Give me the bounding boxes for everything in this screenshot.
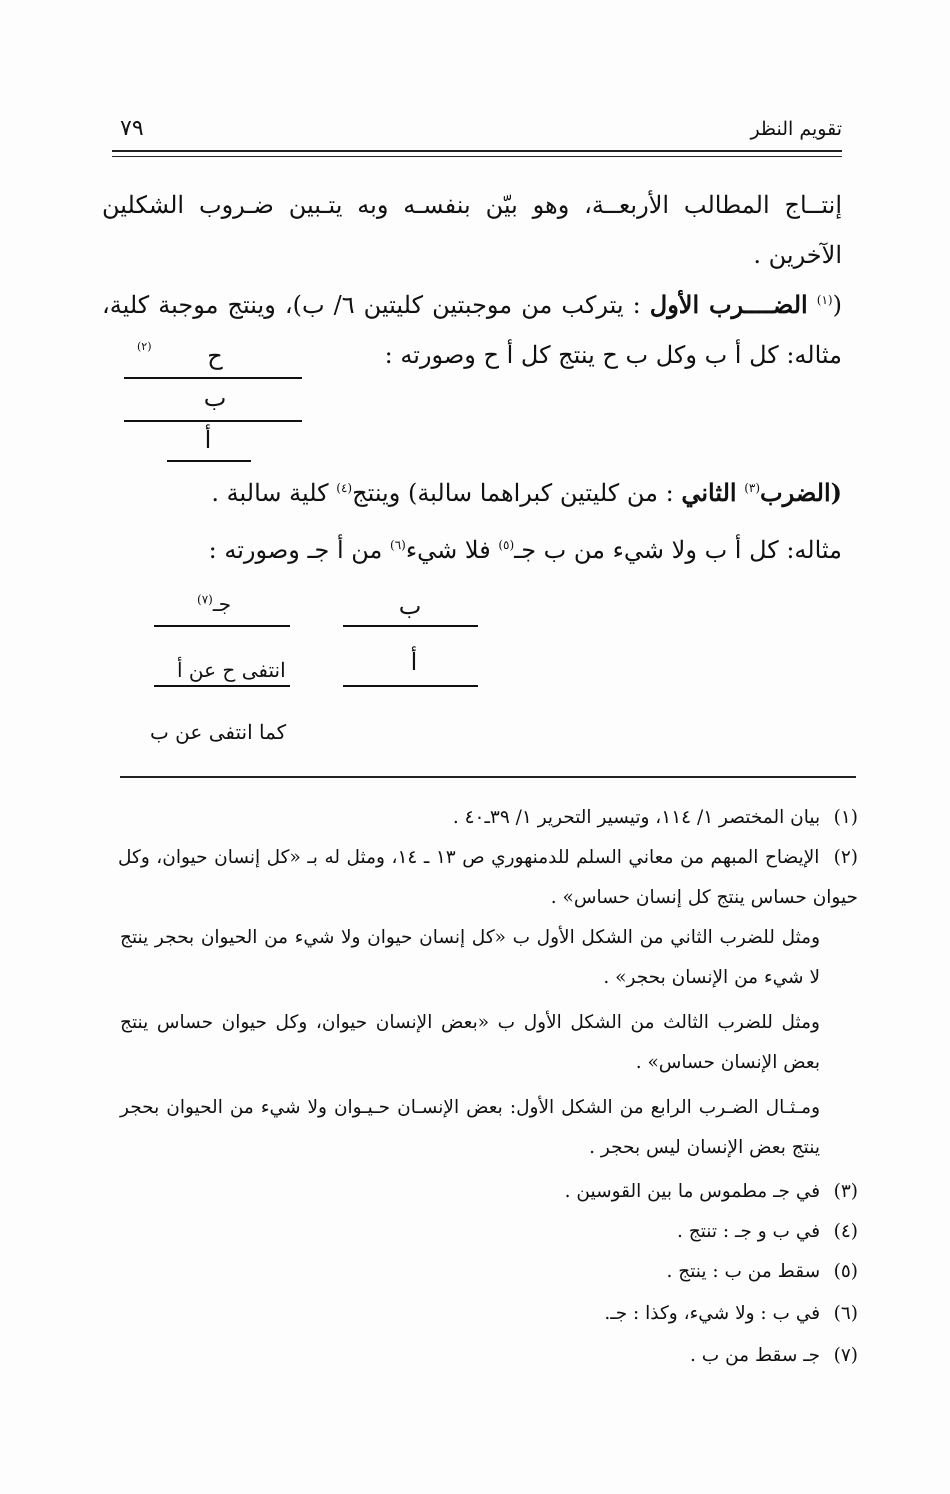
figure-one-line-top (124, 377, 302, 379)
footnote-text: جـ سقط من ب . (690, 1345, 821, 1366)
figure-two-left-top-letter: جـ (212, 592, 232, 616)
footnote-number: (٤) (833, 1221, 858, 1242)
footnote-number: (٣) (833, 1181, 858, 1202)
example-two-b: فلا شيء (405, 536, 491, 564)
continuation-paragraph: إنتــاج المطالب الأربعــة، وهو بيّن بنفسـه وبه يتـبين ضـروب الشكلين الآخرين . (102, 191, 843, 269)
example-two-c: من أ جـ وصورته : (208, 536, 383, 564)
footnote-2-continuation-b: ومثل للضرب الثالث من الشكل الأول ب «بعض الإنسان حيوان، وكل حيوان حساس ينتج بعض الإنسان حساس» . (120, 1012, 820, 1073)
mood-two-text-a: : من كليتين كبراهما سالبة) وينتج (352, 479, 674, 507)
running-title: تقويم النظر (750, 118, 842, 140)
figure-one-line-bottom (167, 460, 251, 462)
footnote-text: في ب و جـ : تنتج . (676, 1221, 821, 1242)
figure-one-line-middle (124, 420, 302, 422)
footnote-ref-1: (١) (816, 293, 833, 307)
footnote-5 (118, 1252, 858, 1292)
footnote-number: (٢) (833, 847, 858, 868)
mood-one-text: : يتركب من موجبتين كليتين ٦/ ب)، وينتج موجبة كلية، مثاله: كل أ ب وكل ب ح ينتج كل أ ح وصورته : (102, 291, 842, 369)
footnote-2-continuation-c: ومـثـال الضـرب الرابع من الشكل الأول: بعض الإنسـان حـيـوان ولا شيء من الحيوان بحجر ينتج بعض الإنسان ليس بحجر . (120, 1097, 820, 1158)
figure-two-right-bottom: أ (410, 648, 418, 676)
mood-two-open: (الضرب (760, 478, 842, 507)
mood-one-open-paren: ( (832, 291, 842, 319)
footnote-1 (118, 798, 858, 838)
figure-two-right-top: ب (398, 592, 422, 620)
footnote-ref-4: (٤) (336, 481, 353, 495)
mood-two-text-b: كلية سالبة . (211, 479, 329, 507)
mood-one-title: الضــــرب الأول (649, 290, 808, 319)
figure-two-left-line-top (154, 625, 290, 627)
figure-two-left-line-bottom (154, 685, 290, 687)
figure-two-left-bottom: انتفى ح عن أ (177, 658, 286, 682)
footnote-separator (120, 776, 856, 778)
footnote-text: بيان المختصر ١/ ١١٤، وتيسير التحرير ١/ ٣٩ـ٤٠ . (452, 807, 821, 828)
header-rule-top (112, 150, 842, 152)
footnote-ref-3: (٣) (744, 481, 761, 495)
figure-two-caption: كما انتفى عن ب (150, 720, 287, 744)
footnote-7 (118, 1336, 858, 1376)
footnote-3 (118, 1172, 858, 1212)
mood-two-title: الثاني (681, 478, 737, 507)
figure-one-bottom-letter: أ (204, 426, 212, 454)
footnote-ref-5: (٥) (498, 538, 515, 552)
footnote-number: (٥) (833, 1261, 858, 1282)
figure-two-right-line-bottom (343, 685, 478, 687)
footnote-6 (118, 1294, 858, 1334)
footnote-number: (٧) (833, 1345, 858, 1366)
footnote-text: في جـ مطموس ما بين القوسين . (564, 1181, 821, 1202)
footnote-2-continuation-a: ومثل للضرب الثاني من الشكل الأول ب «كل إنسان حيوان ولا شيء من الحيوان بحجر ينتج لا شيء من الإنسان بحجر» . (120, 927, 820, 988)
page-number: ٧٩ (120, 116, 144, 141)
figure-one-middle-letter: ب (203, 384, 227, 412)
footnote-text: الإيضاح المبهم من معاني السلم للدمنهوري ص ١٣ ـ ١٤، ومثل له بـ «كل إنسان حيوان، وكل حيوان حساس ينتج كل إنسان حساس» . (118, 847, 858, 908)
header-rule-bottom (112, 156, 842, 157)
figure-one-top-letter: ح (207, 342, 223, 370)
figure-two-left-top (197, 592, 231, 616)
footnote-number: (٦) (833, 1303, 858, 1324)
footnote-text: سقط من ب : ينتج . (666, 1261, 821, 1282)
figure-two-right-line-top (343, 625, 478, 627)
example-two-paragraph (102, 525, 842, 575)
footnote-ref-7: (٧) (197, 592, 213, 607)
footnote-ref-6: (٦) (390, 538, 406, 552)
footnote-2 (118, 838, 858, 918)
footnote-number: (١) (833, 807, 858, 828)
figure-one-ref: (٢) (137, 340, 152, 353)
mood-two-paragraph (102, 468, 842, 518)
footnote-4 (118, 1212, 858, 1252)
footnote-text: في ب : ولا شيء، وكذا : جـ. (604, 1303, 821, 1324)
example-two-a: مثاله: كل أ ب ولا شيء من ب جـ (514, 536, 842, 564)
